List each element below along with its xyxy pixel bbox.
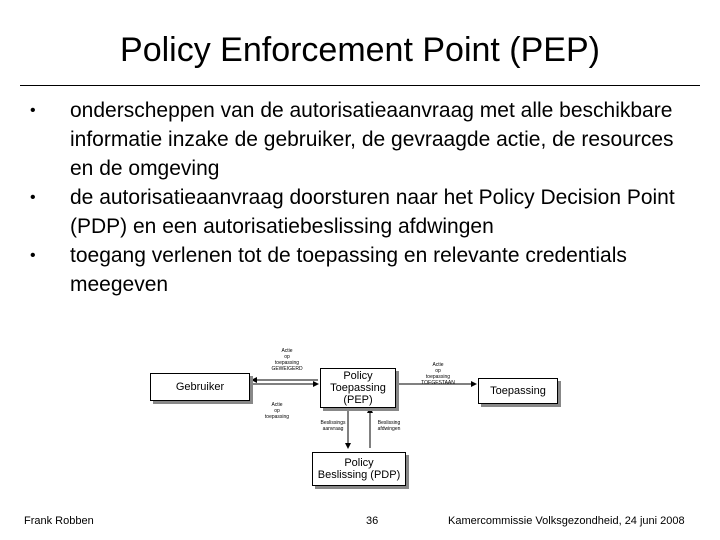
footer-author: Frank Robben — [24, 515, 94, 527]
slide-title: Policy Enforcement Point (PEP) — [120, 31, 600, 69]
pdp-box — [312, 452, 406, 486]
pdp-label-line-2: Beslissing (PDP) — [317, 469, 401, 481]
pdp-label-line-1: Policy — [344, 457, 374, 469]
label-action-request: Actie op toepassing — [264, 402, 290, 420]
pep-label-line-1: Policy — [343, 370, 373, 382]
bullet-item — [26, 241, 686, 299]
bullet-dot-icon: • — [30, 102, 36, 119]
bullet-text: de autorisatieaanvraag doorsturen naar het Policy Decision Point (PDP) en een autorisatiebeslissing afdwingen — [70, 186, 675, 238]
title-divider — [20, 85, 700, 86]
bullet-dot-icon: • — [30, 189, 36, 206]
bullet-dot-icon: • — [30, 247, 36, 264]
label-action-allowed: Actie op toepassing TOEGESTAAN — [421, 362, 455, 386]
bullet-text: toegang verlenen tot de toepassing en relevante credentials meegeven — [70, 244, 627, 296]
pep-box — [320, 368, 396, 408]
label-action-denied: Actie op toepassing GEWEIGERD — [271, 348, 303, 372]
pep-label-line-3: (PEP) — [343, 394, 373, 406]
pep-label-line-2: Toepassing — [330, 382, 386, 394]
footer-page-number: 36 — [366, 515, 379, 527]
toepassing-box — [478, 378, 558, 404]
gebruiker-box — [150, 373, 250, 401]
label-decision-enforce: Beslissing afdwingen — [377, 420, 401, 432]
bullet-item — [26, 96, 686, 183]
gebruiker-label: Gebruiker — [175, 381, 225, 393]
bullet-text: onderscheppen van de autorisatieaanvraag met alle beschikbare informatie inzake de gebruiker, de gevraagde actie, de resources en de omgeving — [70, 99, 674, 180]
pep-flow-diagram — [0, 340, 720, 500]
bullet-list — [26, 96, 686, 299]
bullet-item — [26, 183, 686, 241]
footer-event: Kamercommissie Volksgezondheid, 24 juni 2008 — [448, 515, 685, 527]
label-decision-request: Beslissings aanvraag — [320, 420, 346, 432]
toepassing-label: Toepassing — [490, 385, 546, 397]
